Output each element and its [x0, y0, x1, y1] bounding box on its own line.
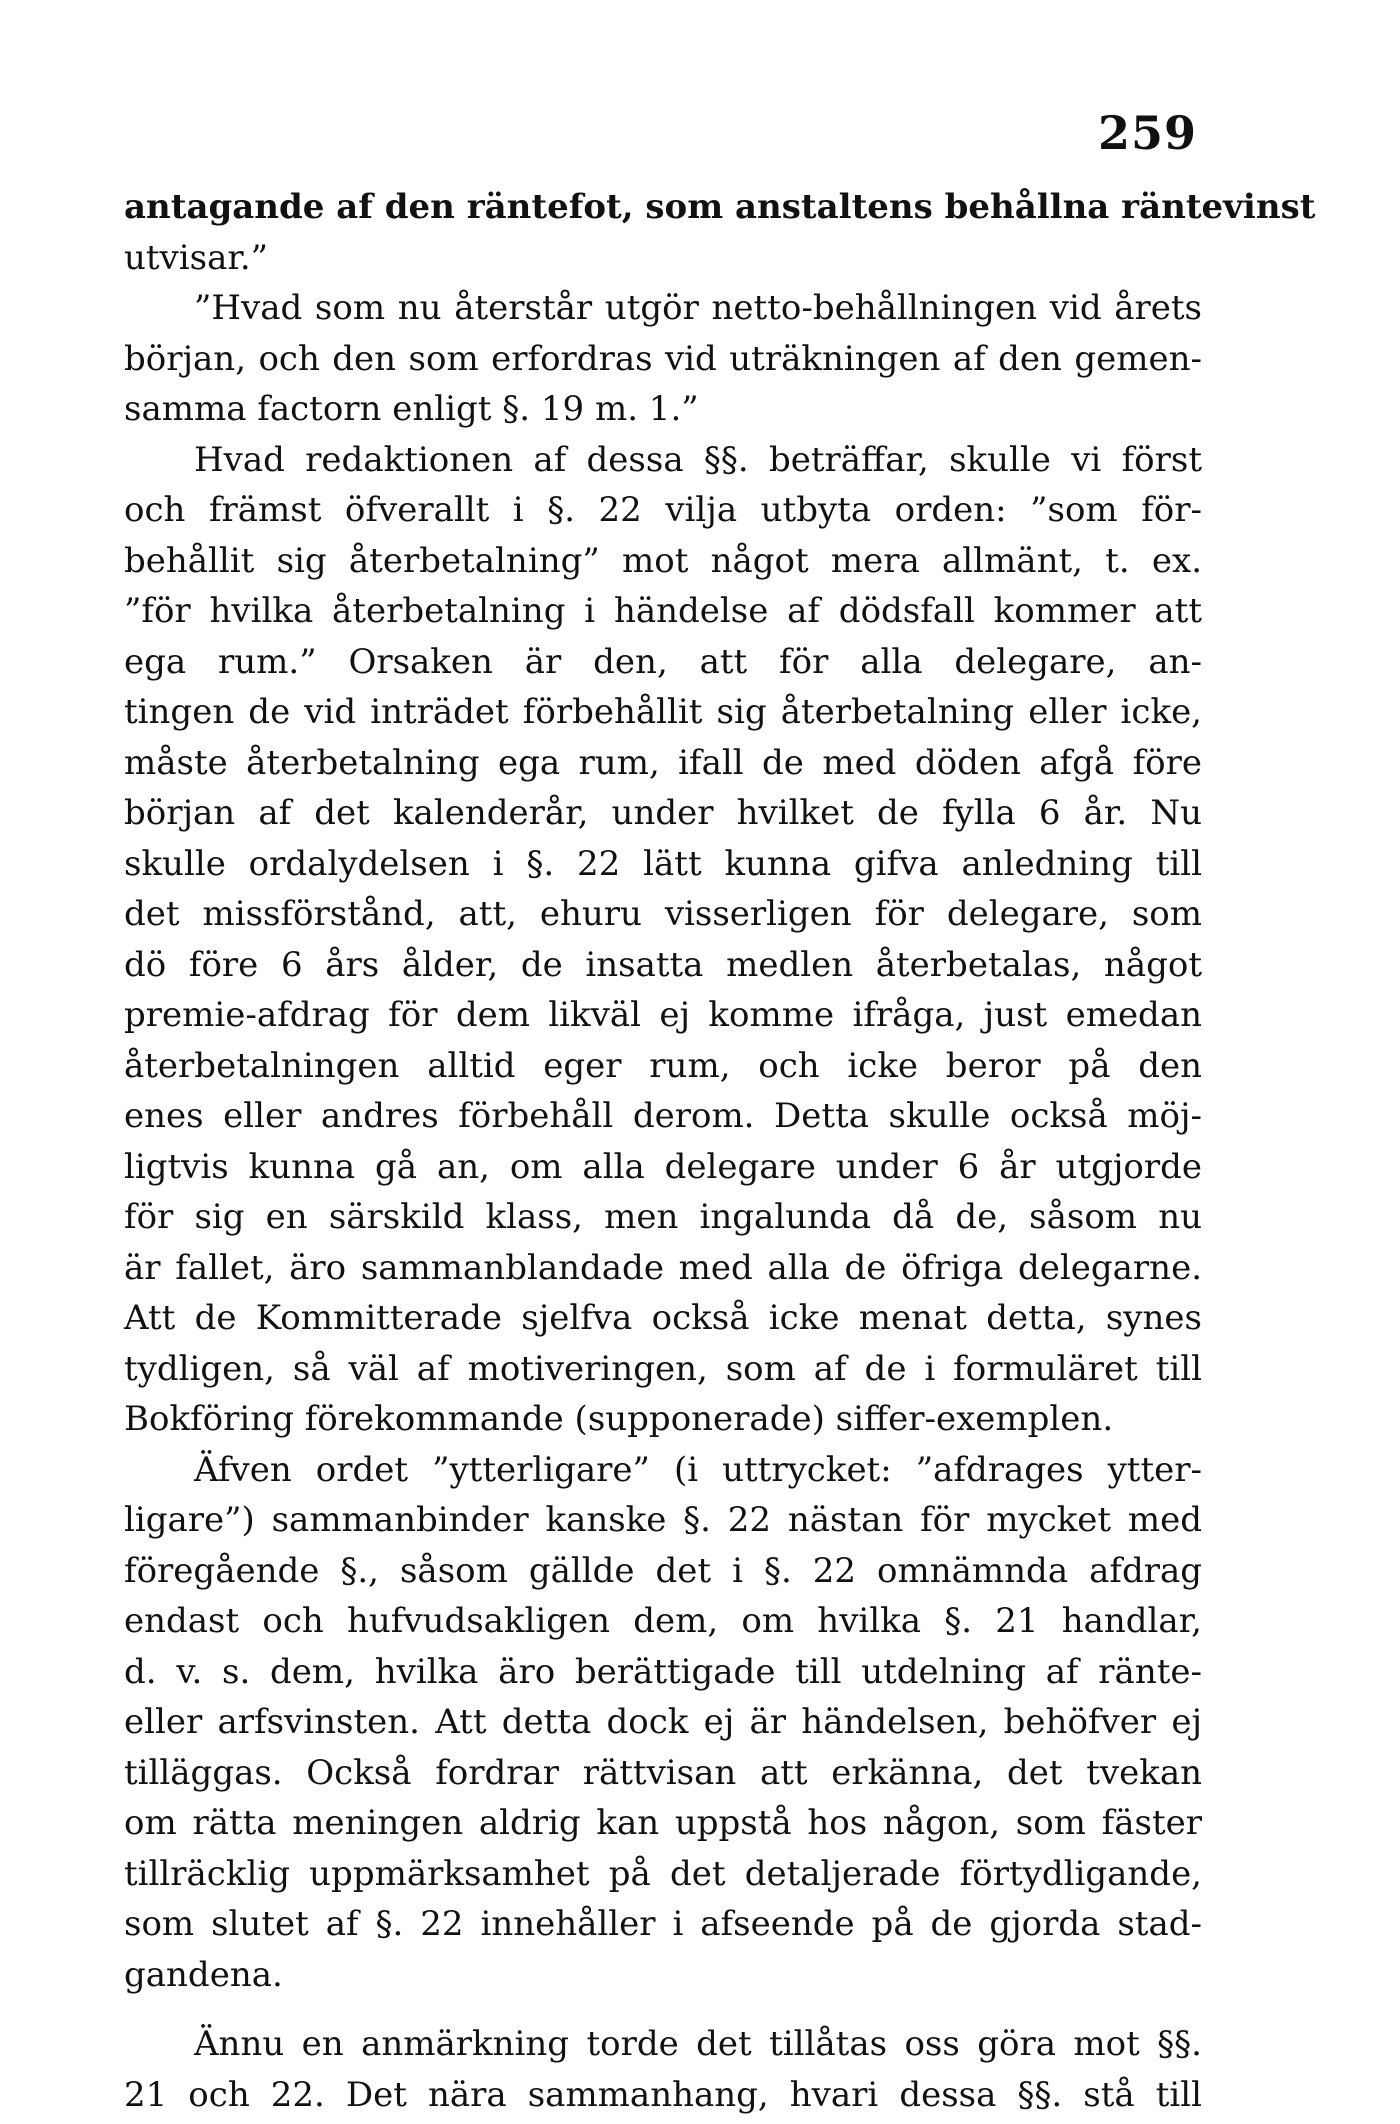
text-line: början af det kalenderår, under hvilket de fylla 6 år. Nu [124, 793, 1202, 833]
text-line: om rätta meningen aldrig kan uppstå hos någon, som fäster [124, 1803, 1202, 1843]
text-line: tydligen, så väl af motiveringen, som af de i formuläret till [124, 1348, 1202, 1389]
text-line: föregående §., såsom gällde det i §. 22 omnämnda afdrag [124, 1550, 1202, 1591]
page-number: 259 [1097, 106, 1197, 160]
text-line: ligtvis kunna gå an, om alla delegare under 6 år utgjorde [124, 1146, 1202, 1187]
text-line: måste återbetalning ega rum, ifall de med döden afgå före [124, 742, 1202, 783]
text-line: eller arfsvinsten. Att detta dock ej är händelsen, behöfver ej [124, 1702, 1202, 1742]
text-line: d. v. s. dem, hvilka äro berättigade till utdelning af ränte- [124, 1651, 1202, 1692]
text-line: Hvad redaktionen af dessa §§. beträffar, skulle vi först [194, 439, 1202, 480]
text-line: för sig en särskild klass, men ingalunda då de, såsom nu [124, 1197, 1202, 1237]
text-line: samma factorn enligt §. 19 m. 1.” [124, 389, 699, 429]
text-line: det missförstånd, att, ehuru visserligen för delegare, som [124, 894, 1202, 934]
text-line: är fallet, äro sammanblandade med alla de öfriga delegarne. [124, 1247, 1202, 1288]
text-line: början, och den som erfordras vid uträkningen af den gemen- [124, 338, 1202, 379]
text-line: Bokföring förekommande (supponerade) siffer-exemplen. [124, 1399, 1114, 1439]
text-line: antagande af den räntefot, som anstaltens behållna räntevinst [124, 187, 1316, 227]
text-line: Ännu en anmärkning torde det tillåtas oss göra mot §§. [194, 2024, 1202, 2064]
text-line: tillräcklig uppmärksamhet på det detaljerade förtydligande, [124, 1853, 1202, 1894]
text-line: och främst öfverallt i §. 22 vilja utbyta orden: ”som för- [124, 490, 1202, 530]
text-line: ”Hvad som nu återstår utgör netto-behållningen vid årets [194, 288, 1202, 328]
text-line: tilläggas. Också fordrar rättvisan att erkänna, det tvekan [124, 1752, 1202, 1793]
text-line: behållit sig återbetalning” mot något mera allmänt, t. ex. [124, 540, 1202, 581]
text-line: Äfven ordet ”ytterligare” (i uttrycket: ”afdrages ytter- [194, 1449, 1202, 1490]
text-line: skulle ordalydelsen i §. 22 lätt kunna gifva anledning till [124, 843, 1202, 884]
text-line: 21 och 22. Det nära sammanhang, hvari dessa §§. stå till [124, 2074, 1202, 2115]
text-line: ”för hvilka återbetalning i händelse af dödsfall kommer att [124, 591, 1202, 631]
body-text [124, 182, 1316, 2120]
text-line: enes eller andres förbehåll derom. Detta skulle också möj- [124, 1096, 1202, 1136]
text-line: som slutet af §. 22 innehåller i afseende på de gjorda stad- [124, 1904, 1202, 1944]
text-line: ega rum.” Orsaken är den, att för alla delegare, an- [124, 641, 1202, 682]
text-line: utvisar.” [124, 237, 269, 278]
text-line: premie-afdrag för dem likväl ej komme ifråga, just emedan [124, 995, 1202, 1035]
text-line: gandena. [124, 1954, 283, 1995]
text-line: tingen de vid inträdet förbehållit sig återbetalning eller icke, [124, 692, 1202, 732]
text-line: Att de Kommitterade sjelfva också icke menat detta, synes [124, 1298, 1202, 1338]
text-line: dö före 6 års ålder, de insatta medlen återbetalas, något [124, 944, 1202, 985]
text-line: ligare”) sammanbinder kanske §. 22 nästan för mycket med [124, 1500, 1202, 1540]
text-line: endast och hufvudsakligen dem, om hvilka §. 21 handlar, [124, 1601, 1202, 1641]
text-line: återbetalningen alltid eger rum, och icke beror på den [124, 1045, 1202, 1086]
